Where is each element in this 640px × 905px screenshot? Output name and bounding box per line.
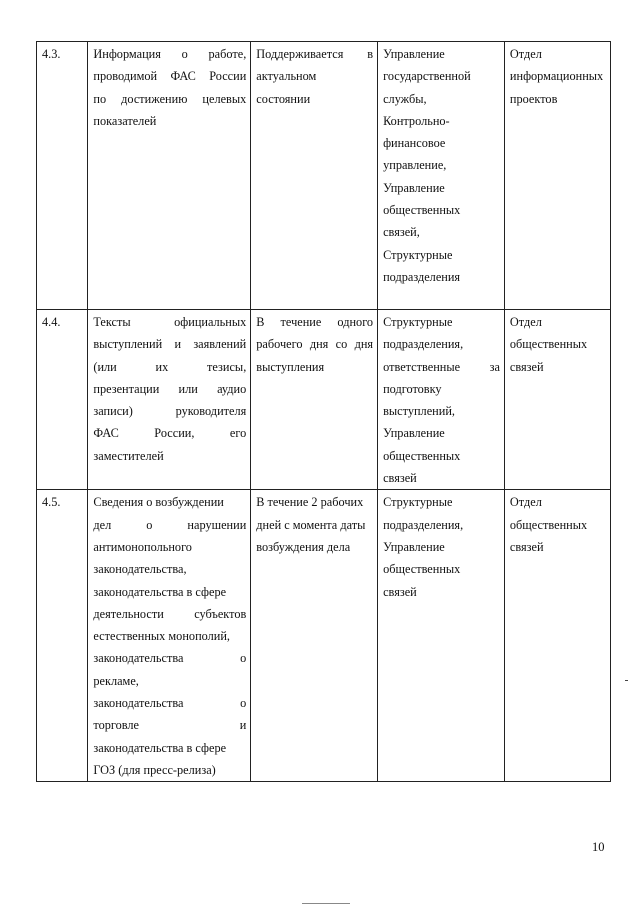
period-cell: Поддерживается в актуальном состоянии [251,42,378,310]
info-cell: Информация о работе, проводимой ФАС России по достижению целевых показателей [88,42,251,310]
item-number: 4.3. [37,42,88,310]
table-row [37,490,611,782]
document-table [36,41,611,782]
department-cell: Отдел информационных проектов [504,42,610,310]
responsible-cell: Управление государственной службы, Контрольно- финансовое управление, Управление общественных связей, Структурные подразделения [378,42,505,310]
item-number: 4.4. [37,310,88,490]
item-number: 4.5. [37,490,88,782]
period-cell: В течение одного рабочего дня со дня выступления [251,310,378,490]
department-cell: Отдел общественных связей [504,310,610,490]
info-cell: Сведения о возбуждении дел о нарушении антимонопольного законодательства, законодательства в сфере деятельности субъектов естественных монополий, законодательства о рекламе, законодательства о торговле и законодательства в сфере ГОЗ (для пресс-релиза) [88,490,251,782]
scan-edge-line [302,903,350,904]
table-row [37,42,611,310]
table-row [37,310,611,490]
responsible-cell: Структурные подразделения, ответственные за подготовку выступлений, Управление общественных связей [378,310,505,490]
info-cell: Тексты официальных выступлений и заявлений (или их тезисы, презентации или аудио записи) руководителя ФАС России, его заместителей [88,310,251,490]
department-cell: Отдел общественных связей [504,490,610,782]
period-cell: В течение 2 рабочих дней с момента даты возбуждения дела [251,490,378,782]
margin-mark [625,680,628,681]
page-number: 10 [592,840,605,854]
responsible-cell: Структурные подразделения, Управление общественных связей [378,490,505,782]
